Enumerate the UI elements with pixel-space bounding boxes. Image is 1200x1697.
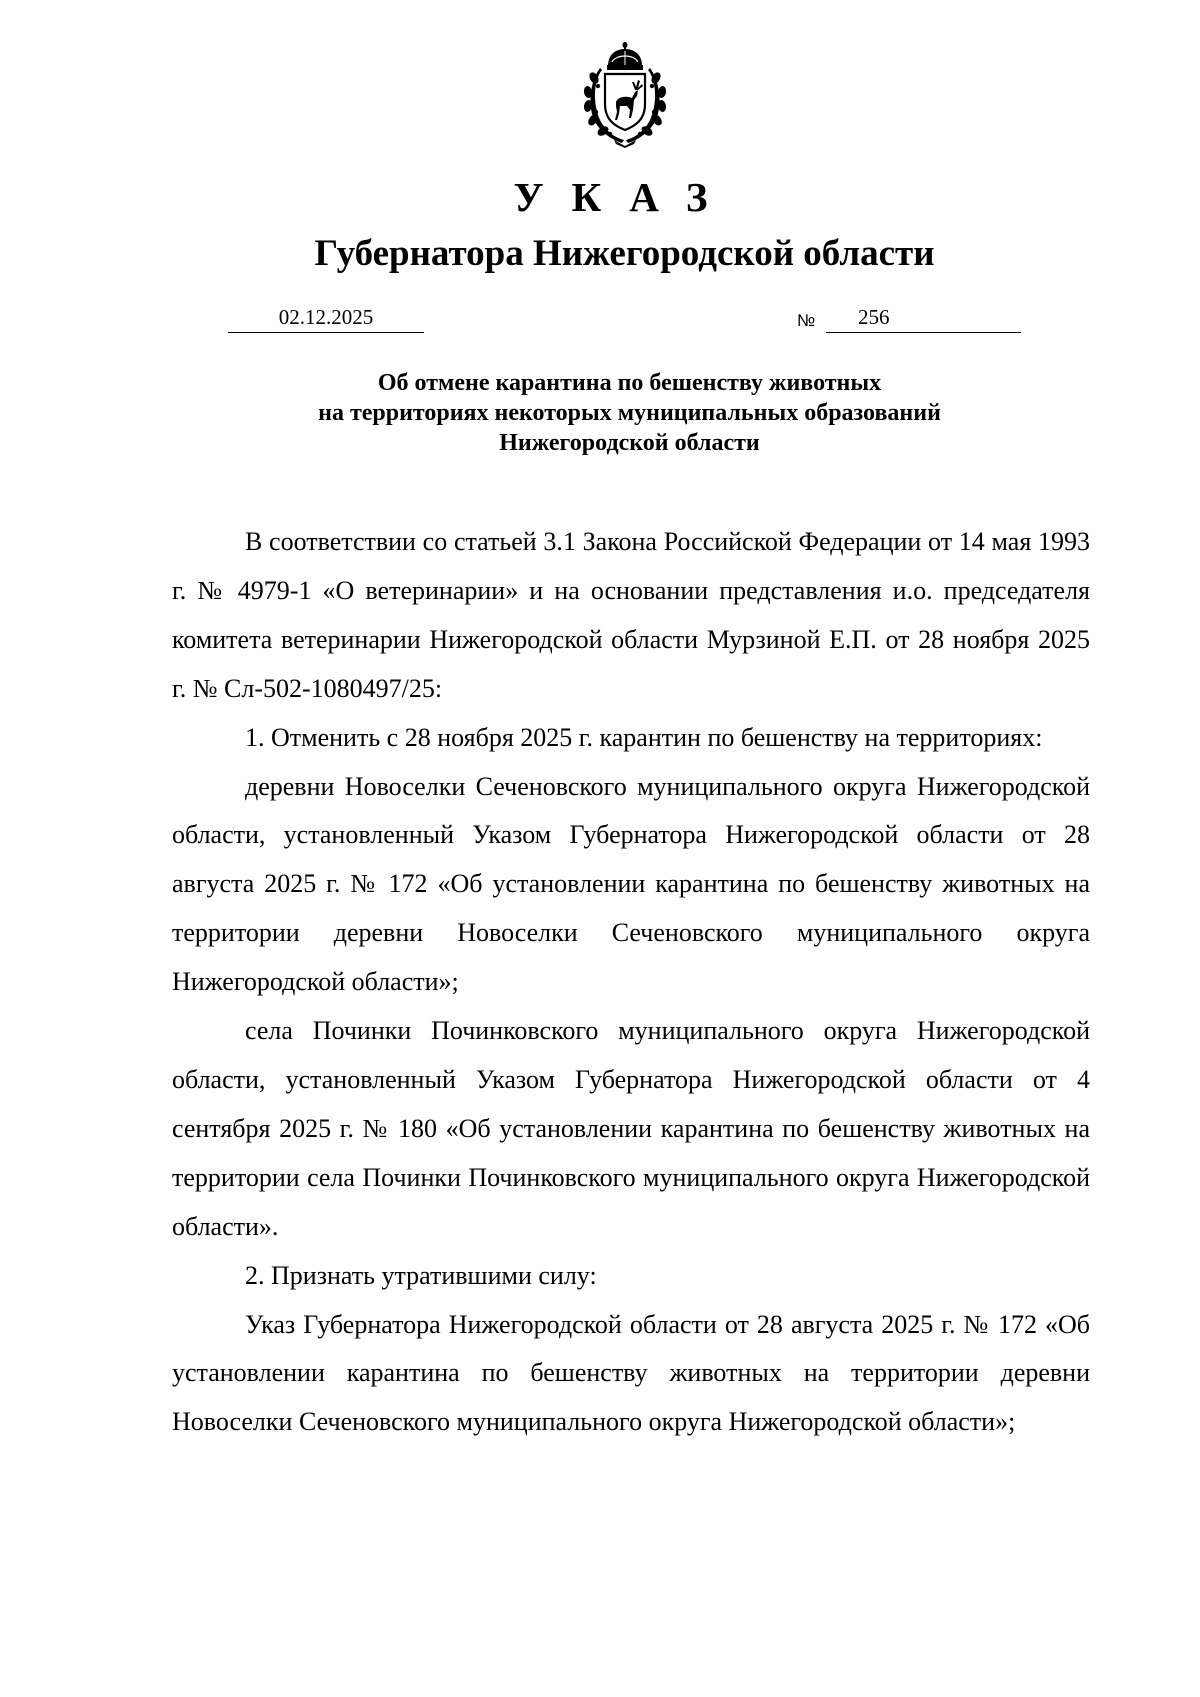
clause-1-subitem: деревни Новоселки Сеченовского муниципального округа Нижегородской области, установленный Указом Губернатора Нижегородской области от 28 августа 2025 г. № 172 «Об установлении карантина по бешенству животных на территории деревни Новоселки Сеченовского муниципального округа Нижегородской области»; [172, 771, 1090, 997]
document-body [172, 518, 1090, 1447]
clause-2: 2. Признать утратившими силу: [245, 1260, 597, 1290]
issuing-authority: Губернатора Нижегородской области [314, 233, 935, 274]
title-line: Нижегородской области [499, 430, 760, 456]
clause-1-subitem: села Починки Починковского муниципального округа Нижегородской области, установленный Указом Губернатора Нижегородской области от 4 сентября 2025 г. № 180 «Об установлении карантина по бешенству животных на территории села Починки Починковского муниципального округа Нижегородской области». [172, 1016, 1090, 1241]
preamble-paragraph: В соответствии со статьей 3.1 Закона Российской Федерации от 14 мая 1993 г. № 4979-1 «О ветеринарии» и на основании представления и.о. председателя комитета ветеринарии Нижегородской области Мурзиной Е.П. от 28 ноября 2025 г. № Сл-502-1080497/25: [172, 527, 1090, 703]
document-number: 256 [858, 305, 890, 329]
number-sign: № [797, 311, 816, 330]
document-title [0, 368, 1200, 458]
title-line: на территориях некоторых муниципальных образований [318, 400, 941, 426]
clause-1: 1. Отменить с 28 ноября 2025 г. карантин по бешенству на территориях: [245, 722, 1043, 752]
coat-of-arms-icon [572, 40, 678, 148]
document-date: 02.12.2025 [228, 302, 424, 333]
clause-2-subitem: Указ Губернатора Нижегородской области от 28 августа 2025 г. № 172 «Об установлении карантина по бешенству животных на территории деревни Новоселки Сеченовского муниципального округа Нижегородской области»; [172, 1309, 1090, 1437]
document-number-field [826, 302, 1021, 333]
title-line: Об отмене карантина по бешенству животных [377, 370, 882, 396]
document-type: УКАЗ [513, 174, 736, 220]
